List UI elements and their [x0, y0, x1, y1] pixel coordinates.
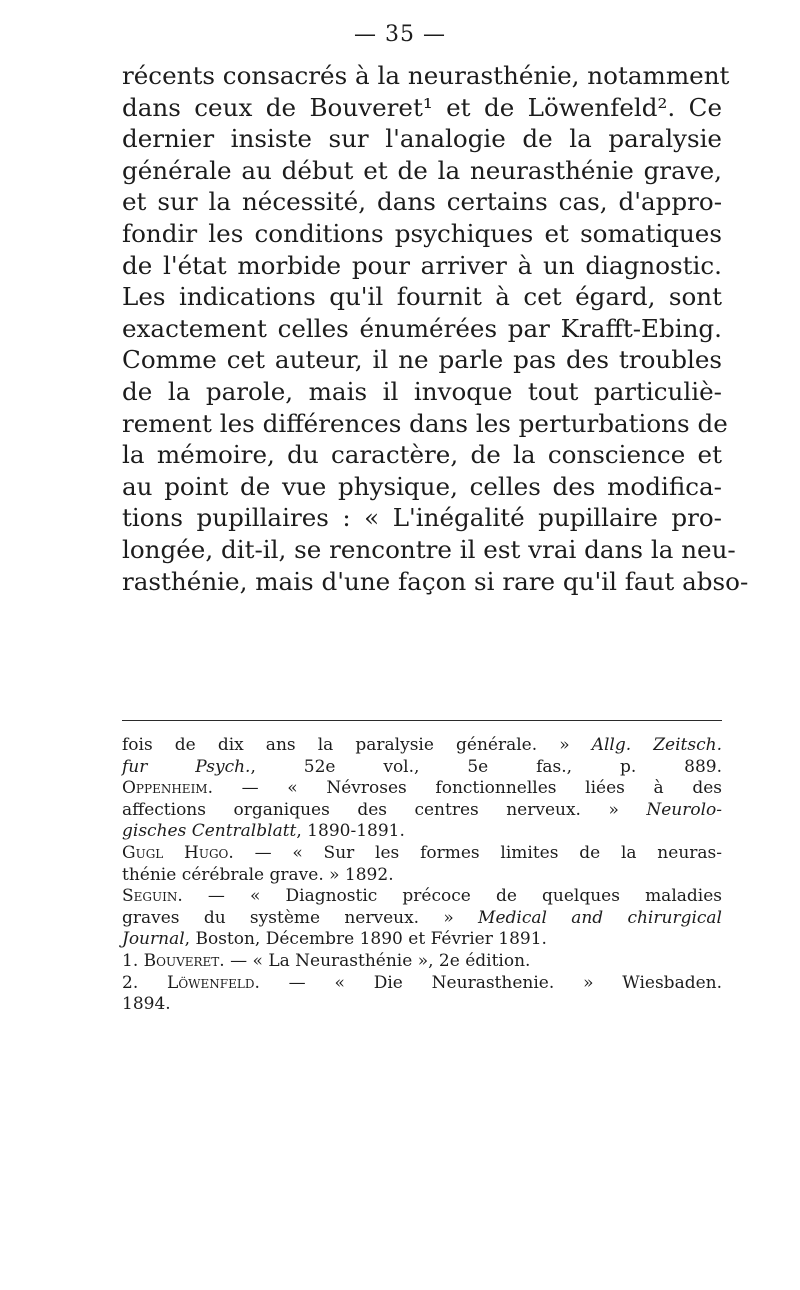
text-line: Comme cet auteur, il ne parle pas des troubles: [122, 345, 722, 375]
text-line: Les indications qu'il fournit à cet égard, sont: [122, 282, 722, 312]
footnote-number: 1.: [122, 950, 144, 971]
text-line: rasthénie, mais d'une façon si rare qu'il faut abso-: [122, 566, 749, 596]
footnote-line: [122, 800, 722, 822]
author-name: Gugl Hugo: [122, 842, 229, 863]
journal-title: fur Psych.: [122, 756, 251, 777]
text-line: rement les différences dans les perturbations de: [122, 408, 728, 438]
author-name: Seguin: [122, 886, 178, 907]
text-line: exactement celles énumérées par Krafft-Ebing.: [122, 313, 722, 343]
footnote-line: 1894.: [122, 994, 171, 1015]
journal-title: Medical and chirurgical: [478, 907, 722, 928]
footnote-line: [122, 735, 722, 757]
footnote-text: affections organiques des centres nerveux. »: [122, 799, 647, 820]
footnote-line: [122, 778, 722, 800]
text-line: au point de vue physique, celles des modifica-: [122, 471, 722, 501]
author-name: Löwenfeld: [167, 972, 255, 993]
footnote-text: , Boston, Décembre 1890 et Février 1891.: [184, 929, 547, 950]
text-line: de l'état morbide pour arriver à un diagnostic.: [122, 250, 722, 280]
journal-title: Allg. Zeitsch.: [591, 735, 722, 755]
footnote-text: , 52e vol., 5e fas., p. 889.: [250, 756, 722, 777]
footnote-line: [122, 973, 722, 995]
footnote-text: . — « Diagnostic précoce de quelques maladies: [177, 886, 722, 907]
footnotes: [122, 735, 722, 1016]
footnote-line: [122, 886, 722, 908]
footnote-text: , 1890-1891.: [296, 821, 405, 842]
footnote-text: graves du système nerveux. »: [122, 907, 479, 928]
footnote-text: . — « Sur les formes limites de la neuras-: [228, 842, 722, 863]
text-line: dans ceux de Bouveret¹ et de Löwenfeld². Ce: [122, 92, 722, 122]
page-number: — 35 —: [354, 22, 446, 47]
footnote-line: thénie cérébrale grave. » 1892.: [122, 864, 394, 885]
footnote-separator: [122, 720, 722, 721]
text-line: la mémoire, du caractère, de la conscience et: [122, 440, 722, 470]
footnote-line: [122, 757, 722, 779]
text-line: longée, dit-il, se rencontre il est vrai dans la neu-: [122, 534, 736, 564]
footnote-text: . — « Névroses fonctionnelles liées à des: [207, 778, 722, 799]
journal-title: gisches Centralblatt: [122, 821, 297, 842]
journal-title: Journal: [122, 929, 185, 950]
main-text: [122, 60, 749, 597]
footnote-number: 2.: [122, 972, 168, 993]
footnote-line: [122, 929, 722, 951]
text-line: tions pupillaires : « L'inégalité pupillaire pro-: [122, 503, 722, 533]
author-name: Bouveret: [143, 950, 220, 971]
author-name: Oppenheim: [122, 778, 208, 799]
text-line: et sur la nécessité, dans certains cas, d'appro-: [122, 187, 722, 217]
footnote-line: [122, 908, 722, 930]
footnote-line: [122, 951, 722, 973]
text-line: récents consacrés à la neurasthénie, notamment: [122, 61, 730, 90]
footnote-text: . — « La Neurasthénie », 2e édition.: [219, 950, 531, 971]
footnote-text: fois de dix ans la paralysie générale. »: [122, 735, 592, 755]
text-line: dernier insiste sur l'analogie de la paralysie: [122, 124, 722, 154]
text-line: de la parole, mais il invoque tout particuliè-: [122, 376, 722, 406]
footnote-line: [122, 843, 722, 865]
text-line: fondir les conditions psychiques et somatiques: [122, 218, 722, 248]
footnote-text: . — « Die Neurasthenie. » Wiesbaden.: [254, 972, 722, 993]
footnote-line: [122, 821, 722, 843]
text-line: générale au début et de la neurasthénie grave,: [122, 155, 722, 185]
journal-title: Neurolo-: [646, 799, 722, 820]
